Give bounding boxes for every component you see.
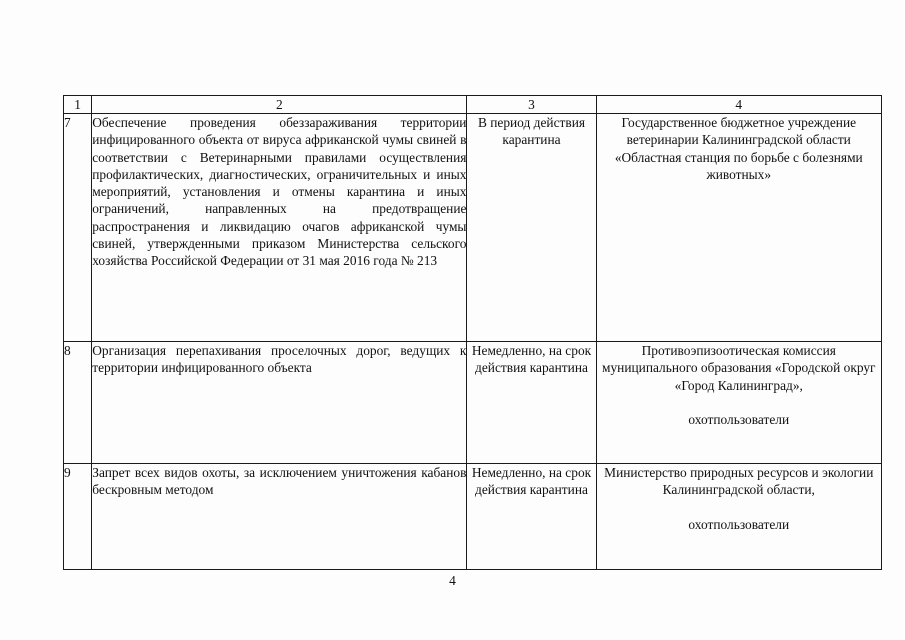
table-row <box>64 342 882 464</box>
table-row <box>64 464 882 570</box>
measure-description: Запрет всех видов охоты, за исключением уничтожения кабанов бескровным методом <box>92 464 467 570</box>
responsible-party <box>596 342 881 464</box>
measure-term: В период действия карантина <box>467 114 596 342</box>
responsible-main: Государственное бюджетное учреждение ветеринарии Калининградской области «Областная станция по борьбе с болезнями животных» <box>614 115 863 182</box>
header-col-4: 4 <box>596 96 881 114</box>
measure-term: Немедленно, на срок действия карантина <box>467 464 596 570</box>
measures-table <box>63 95 882 570</box>
responsible-extra: охотпользователи <box>688 411 790 427</box>
header-col-1: 1 <box>64 96 92 114</box>
header-col-3: 3 <box>467 96 596 114</box>
page-number: 4 <box>449 573 456 588</box>
measure-description: Организация перепахивания проселочных дорог, ведущих к территории инфицированного объекта <box>92 342 467 464</box>
table-row <box>64 114 882 342</box>
measure-term: Немедленно, на срок действия карантина <box>467 342 596 464</box>
responsible-main: Министерство природных ресурсов и экологии Калининградской области, <box>604 465 874 498</box>
header-col-2: 2 <box>92 96 467 114</box>
responsible-main: Противоэпизоотическая комиссия муниципального образования «Городской округ «Город Калининград», <box>601 343 876 393</box>
row-number: 7 <box>64 114 92 342</box>
row-number: 9 <box>64 464 92 570</box>
responsible-party <box>596 464 881 570</box>
measure-description: Обеспечение проведения обеззараживания территории инфицированного объекта от вируса африканской чумы свиней в соответствии с Ветеринарными правилами осуществления профилактических, диагностических, ограничительных и иных мероприятий, установления и отмены карантина и иных ограничений, направленных на предотвращение распространения и ликвидацию очагов африканской чумы свиней, утвержденными приказом Министерства сельского хозяйства Российской Федерации от 31 мая 2016 года № 213 <box>92 114 467 342</box>
header-row <box>64 96 882 114</box>
row-number: 8 <box>64 342 92 464</box>
responsible-extra: охотпользователи <box>688 516 790 532</box>
responsible-party <box>596 114 881 342</box>
